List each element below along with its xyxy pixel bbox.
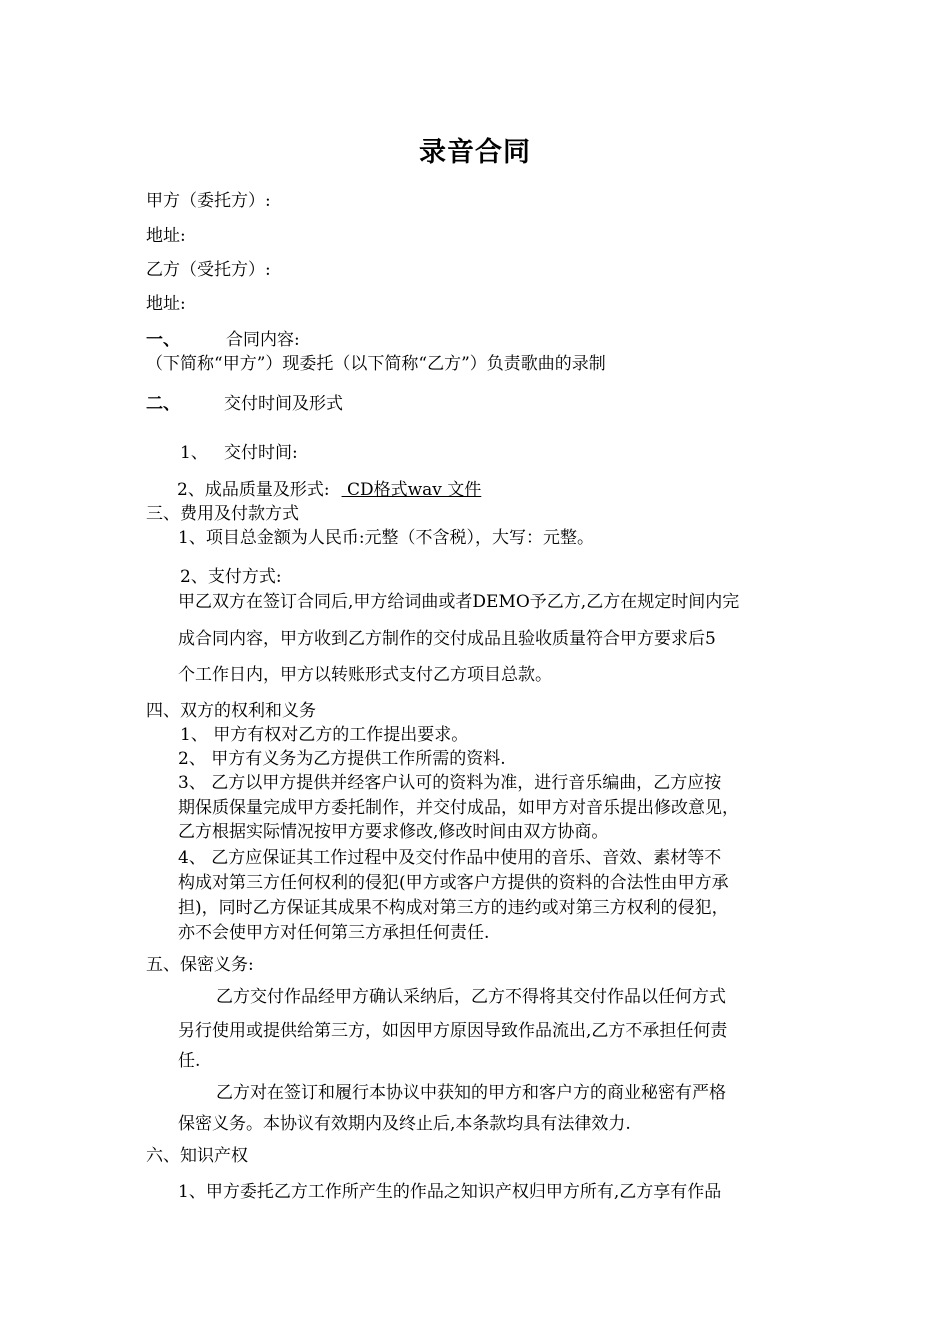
section-4-line: 亦不会使甲方对任何第三方承担任何责任.: [178, 923, 490, 943]
section-5-line: 乙方交付作品经甲方确认采纳后，乙方不得将其交付作品以任何方式: [216, 987, 726, 1007]
section-4-line: 1、 甲方有权对乙方的工作提出要求。: [180, 725, 469, 745]
section-5-line: 保密义务。本协议有效期内及终止后,本条款均具有法律效力.: [178, 1114, 631, 1134]
section-2-item-1-number: 1、: [180, 443, 208, 463]
section-4-line: 3、 乙方以甲方提供并经客户认可的资料为准，进行音乐编曲，乙方应按: [178, 773, 722, 793]
section-6-heading: 六、知识产权: [146, 1146, 248, 1166]
section-4-line: 乙方根据实际情况按甲方要求修改,修改时间由双方协商。: [178, 822, 609, 842]
section-3-item-1: 1、项目总金额为人民币:元整（不含税），大写：元整。: [178, 528, 595, 548]
section-2-item-2-label: 2、成品质量及形式:: [177, 480, 330, 500]
party-b-label: 乙方（受托方）:: [146, 260, 271, 280]
section-3-paragraph-line: 甲乙双方在签订合同后,甲方给词曲或者DEMO予乙方,乙方在规定时间内完: [178, 592, 740, 612]
section-4-line: 4、 乙方应保证其工作过程中及交付作品中使用的音乐、音效、素材等不: [178, 848, 722, 868]
party-a-label: 甲方（委托方）:: [146, 191, 271, 211]
party-a-address: 地址:: [146, 226, 186, 246]
section-5-line: 另行使用或提供给第三方，如因甲方原因导致作品流出,乙方不承担任何责: [178, 1021, 728, 1041]
section-2-item-1-label: 交付时间:: [224, 443, 298, 463]
section-4-line: 期保质保量完成甲方委托制作，并交付成品，如甲方对音乐提出修改意见，: [178, 798, 739, 818]
section-2-item-2-value: CD格式wav 文件: [341, 480, 482, 500]
section-4-line: 担)，同时乙方保证其成果不构成对第三方的违约或对第三方权利的侵犯，: [178, 898, 729, 918]
document-title: 录音合同: [419, 137, 531, 168]
section-4-line: 构成对第三方任何权利的侵犯(甲方或客户方提供的资料的合法性由甲方承: [178, 873, 729, 893]
section-3-heading: 三、费用及付款方式: [146, 504, 299, 524]
section-2-heading: 交付时间及形式: [224, 394, 343, 414]
section-5-heading: 五、保密义务:: [146, 955, 254, 975]
section-1-number: 一、: [146, 330, 180, 350]
section-5-line: 乙方对在签订和履行本协议中获知的甲方和客户方的商业秘密有严格: [216, 1083, 726, 1103]
section-5-line: 任.: [178, 1051, 201, 1071]
section-1-text: （下简称“甲方”）现委托（以下简称“乙方”）负责歌曲的录制: [146, 354, 606, 374]
section-4-line: 2、 甲方有义务为乙方提供工作所需的资料.: [178, 749, 506, 769]
section-2-item-2: [177, 479, 481, 501]
section-3-paragraph-line: 成合同内容，甲方收到乙方制作的交付成品且验收质量符合甲方要求后5: [178, 629, 716, 649]
section-3-paragraph-line: 个工作日内，甲方以转账形式支付乙方项目总款。: [178, 665, 552, 685]
section-6-line: 1、甲方委托乙方工作所产生的作品之知识产权归甲方所有,乙方享有作品: [178, 1182, 722, 1202]
section-2-number: 二、: [146, 394, 180, 414]
section-3-item-2: 2、支付方式:: [180, 567, 282, 587]
party-b-address: 地址:: [146, 294, 186, 314]
section-4-heading: 四、双方的权利和义务: [146, 701, 316, 721]
section-1-heading: 合同内容:: [226, 330, 300, 350]
